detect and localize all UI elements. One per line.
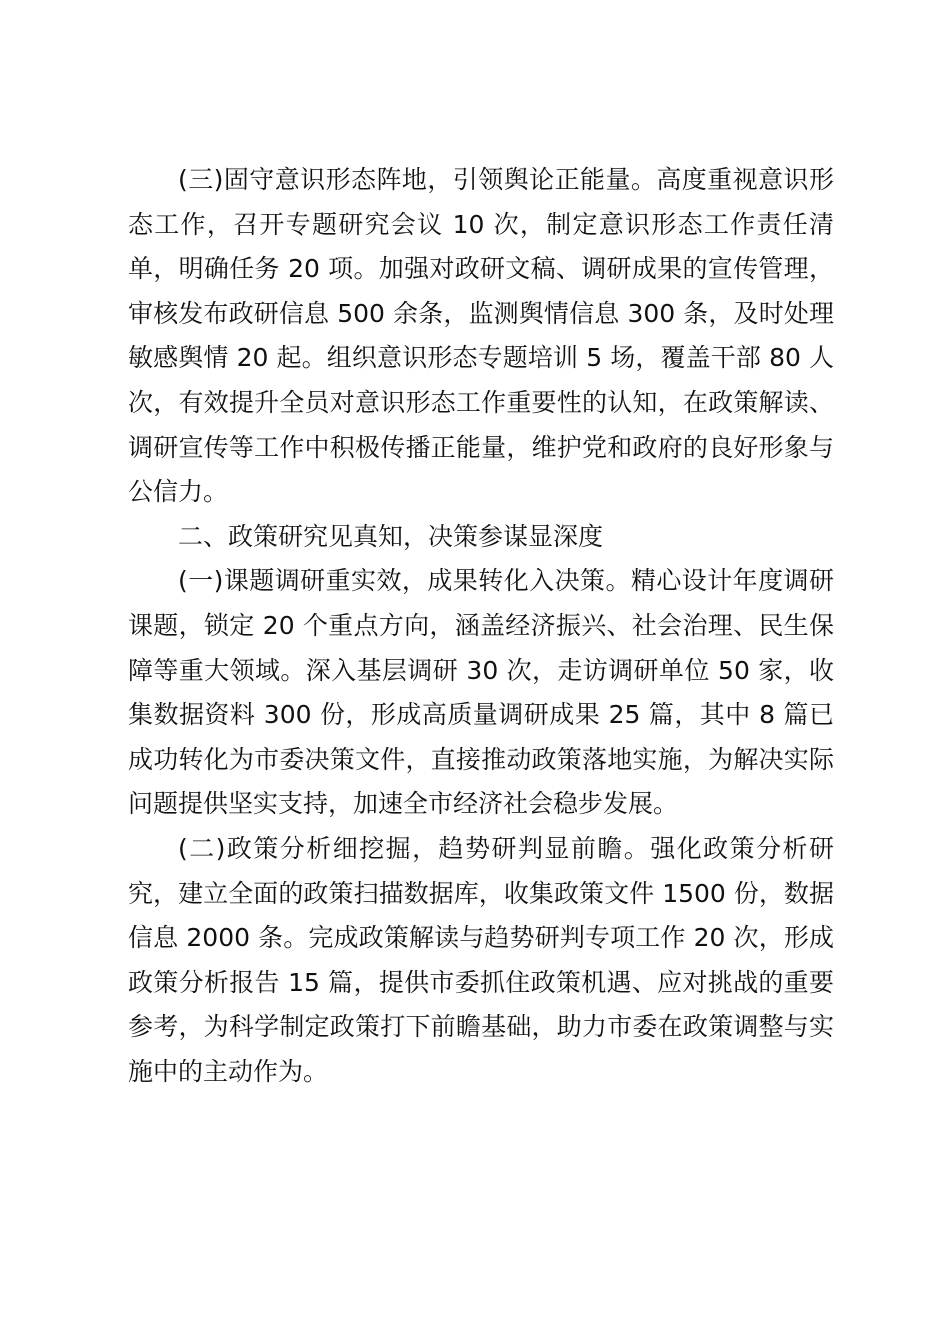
paragraph-research-topics: (一)课题调研重实效，成果转化入决策。精心设计年度调研课题，锁定 20 个重点方向，涵盖经济振兴、社会治理、民生保障等重大领域。深入基层调研 30 次，走访调研单位 50 家，收集数据资料 300 份，形成高质量调研成果 25 篇，其中 8 篇已成功转化为市委决策文件，直接推动政策落地实施，为解决实际问题提供坚实支持，加速全市经济社会稳步发展。	[128, 566, 834, 819]
section-heading-policy-research: 二、政策研究见真知，决策参谋显深度	[178, 521, 604, 551]
paragraph-ideology: (三)固守意识形态阵地，引领舆论正能量。高度重视意识形态工作，召开专题研究会议 10 次，制定意识形态工作责任清单，明确任务 20 项。加强对政研文稿、调研成果的宣传管理，审核发布政研信息 500 余条，监测舆情信息 300 条，及时处理敏感舆情 20 起。组织意识形态专题培训 5 场，覆盖干部 80 人次，有效提升全员对意识形态工作重要性的认知，在政策解读、调研宣传等工作中积极传播正能量，维护党和政府的良好形象与公信力。	[128, 165, 834, 507]
paragraph-policy-analysis: (二)政策分析细挖掘，趋势研判显前瞻。强化政策分析研究，建立全面的政策扫描数据库，收集政策文件 1500 份，数据信息 2000 条。完成政策解读与趋势研判专项工作 20 次，形成政策分析报告 15 篇，提供市委抓住政策机遇、应对挑战的重要参考，为科学制定政策打下前瞻基础，助力市委在政策调整与实施中的主动作为。	[128, 833, 834, 1086]
document-body	[128, 158, 834, 1094]
